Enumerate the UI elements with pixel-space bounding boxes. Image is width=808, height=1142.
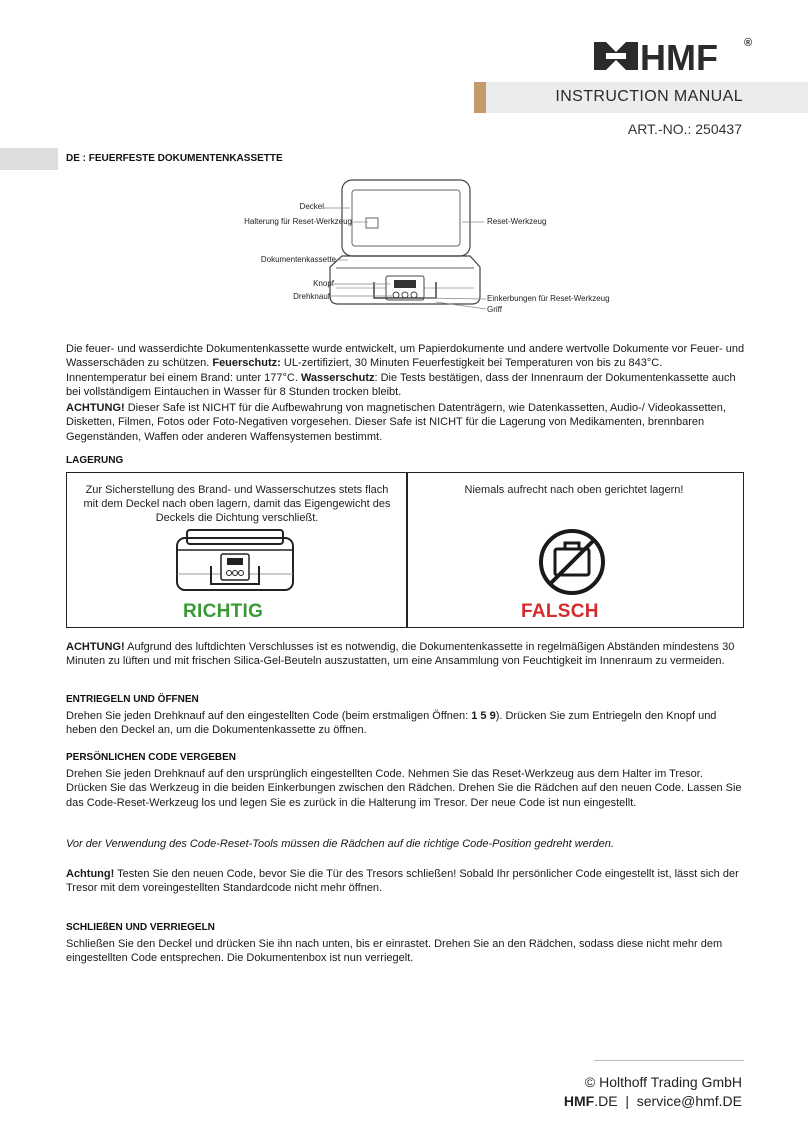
label-reset-werkzeug: Reset-Werkzeug xyxy=(487,217,547,226)
label-einkerbungen: Einkerbungen für Reset-Werkzeug xyxy=(487,294,610,303)
label-dokumentenkassette: Dokumentenkassette xyxy=(260,255,336,264)
label-drehknauf: Drehknauf xyxy=(293,292,330,301)
no-upright-icon xyxy=(537,527,607,597)
logo-wordmark: HMF xyxy=(640,37,718,76)
footer-email[interactable]: service@hmf.DE xyxy=(636,1093,742,1109)
personal-code-heading: PERSÖNLICHEN CODE VERGEBEN xyxy=(66,752,237,763)
footer-site-rest[interactable]: .DE xyxy=(594,1093,618,1109)
storage-correct-text: Zur Sicherstellung des Brand- und Wasserschutzes stets flach mit dem Deckel nach oben lagern, damit das Eigengewicht des Deckels die Dichtung verschließt. xyxy=(83,484,391,524)
personal-code-paragraph: Drehen Sie jeden Drehknauf auf den ursprünglich eingestellten Code. Nehmen Sie das Reset-Werkzeug aus dem Halter im Tresor. Drücken Sie das Werkzeug in die beiden Einkerbungen zwischen den Rädchen. Drehen Sie die Rädchen auf den neuen Code. Lassen Sie das Code-Reset-Werkzeug los und legen Sie es zurück in die Halterung im Tresor. Der neue Code ist nun eingestellt. xyxy=(66,768,742,809)
reset-note: Vor der Verwendung des Code-Reset-Tools müssen die Rädchen auf die richtige Code-Position gedreht werden. xyxy=(66,838,614,850)
warning-paragraph-2: ACHTUNG! Aufgrund des luftdichten Verschlusses ist es notwendig, die Dokumentenkassette in regelmäßigen Abständen mindestens 30 Minuten zu lüften und mit frischen Silica-Gel-Beuteln auszustatten, um eine Ansammlung von Feuchtigkeit im Innenraum zu vermeiden. xyxy=(66,641,735,668)
label-deckel: Deckel xyxy=(299,202,324,211)
storage-divider xyxy=(406,473,408,627)
product-diagram xyxy=(190,172,650,320)
label-halterung: Halterung für Reset-Werkzeug xyxy=(244,217,352,226)
code-warning-paragraph: Achtung! Testen Sie den neuen Code, bevor Sie die Tür des Tresors schließen! Sobald Ihr persönlicher Code eingestellt ist, lässt sich der Tresor mit dem voreingestellten Standardcode nicht mehr öffnen. xyxy=(66,868,739,895)
hmf-logo xyxy=(592,30,757,76)
footer-company: © Holthoff Trading GmbH xyxy=(584,1074,742,1090)
storage-table xyxy=(66,472,744,628)
storage-heading: LAGERUNG xyxy=(66,455,124,466)
footer-separator: | xyxy=(617,1093,637,1109)
verdict-correct: RICHTIG xyxy=(183,601,264,622)
footer-rule xyxy=(594,1060,744,1061)
footer-contact xyxy=(564,1093,742,1109)
registered-mark: ® xyxy=(744,37,753,49)
unlock-paragraph: Drehen Sie jeden Drehknauf auf den eingestellten Code (beim erstmaligen Öffnen: 1 5 9). Drücken Sie zum Entriegeln den Knopf und heben den Deckel an, um die Dokumentenkassette zu öffnen. xyxy=(66,710,717,737)
lock-heading: SCHLIEßEN UND VERRIEGELN xyxy=(66,922,215,933)
label-knopf: Knopf xyxy=(313,279,334,288)
article-number: ART.-NO.: 250437 xyxy=(627,121,742,137)
doc-type-title: INSTRUCTION MANUAL xyxy=(555,88,743,105)
language-bar xyxy=(0,148,58,170)
flat-box-icon xyxy=(175,528,295,593)
storage-wrong-text: Niemals aufrecht nach oben gerichtet lagern! xyxy=(464,484,684,496)
doc-type-bar xyxy=(474,82,808,113)
accent-stripe xyxy=(474,82,486,113)
lock-paragraph: Schließen Sie den Deckel und drücken Sie ihn nach unten, bis er einrastet. Drehen Sie an den Rädchen, sodass diese nicht mehr dem eingestellten Code entsprechen. Die Dokumentenbox ist nun verriegelt. xyxy=(66,938,723,965)
footer-site-bold[interactable]: HMF xyxy=(563,1093,595,1109)
unlock-heading: ENTRIEGELN UND ÖFFNEN xyxy=(66,694,199,705)
label-griff: Griff xyxy=(487,305,502,314)
verdict-wrong: FALSCH xyxy=(521,601,599,622)
warning-paragraph-1: ACHTUNG! Dieser Safe ist NICHT für die Aufbewahrung von magnetischen Datenträgern, wie Datenkassetten, Audio-/ Videokassetten, Disketten, Filmen, Fotos oder Foto-Negativen vorgesehen. Dieser Safe ist NICHT für die Lagerung von Medikamenten, brennbaren Gegenständen, Waffen oder anderen Waffensystemen bestimmt. xyxy=(66,402,726,443)
intro-paragraph: Die feuer- und wasserdichte Dokumentenkassette wurde entwickelt, um Papierdokumente und andere wertvolle Dokumente vor Feuer- und Wasserschäden zu schützen. Feuerschutz: UL-zertifiziert, 30 Minuten Feuerfestigkeit bei Temperaturen von bis zu 843°C. Innentemperatur bei einem Brand: unter 177°C. Wasserschutz: Die Tests bestätigen, dass der Innenraum der Dokumentenkassette auch bei vollständigem Eintauchen in Wasser für 8 Stunden trocken bleibt. xyxy=(66,343,745,398)
section-title: DE : FEUERFESTE DOKUMENTENKASSETTE xyxy=(66,153,283,164)
